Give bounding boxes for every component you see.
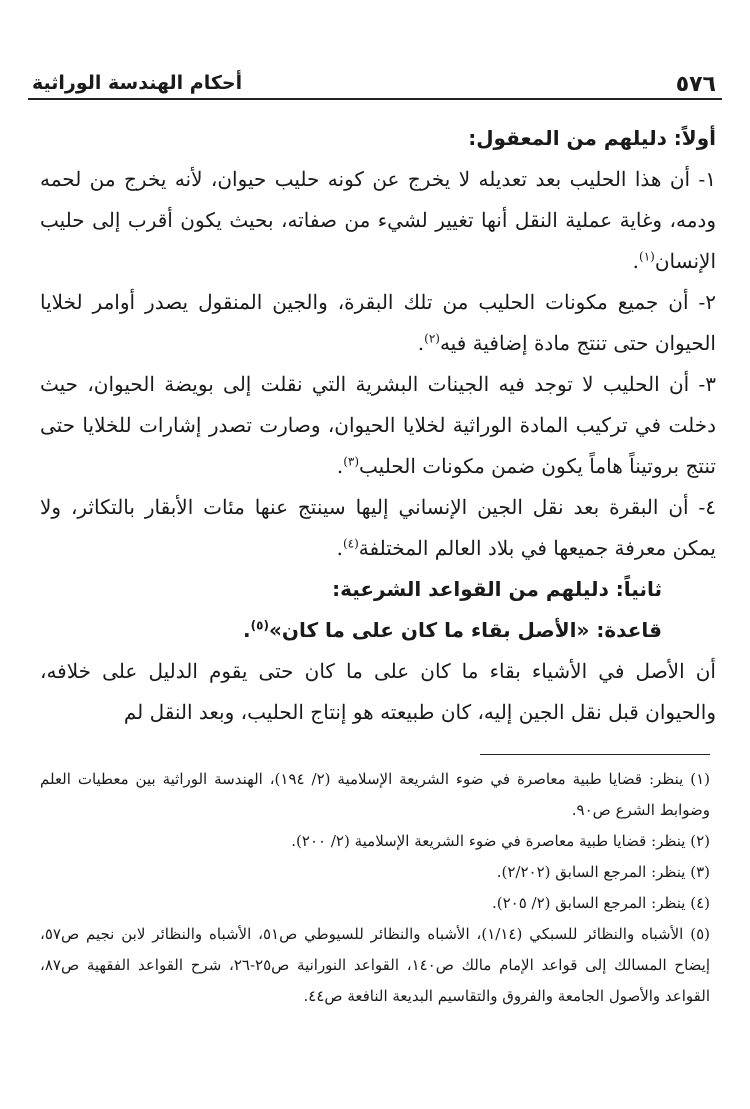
paragraph-3-end: .: [336, 454, 344, 478]
footnote-ref-2: (٢): [424, 331, 440, 346]
footnote-4: (٤) ينظر: المرجع السابق (٢/ ٢٠٥).: [491, 894, 710, 912]
paragraph-4: [40, 487, 716, 569]
paragraph-3: [40, 364, 716, 487]
paragraph-2-end: .: [417, 331, 425, 355]
paragraph-3-text: ٣- أن الحليب لا توجد فيه الجينات البشرية التي نقلت إلى بويضة الحيوان، حيث دخلت في تركيب المادة الوراثية لخلايا الحيوان، وصارت تصدر إشارات للخلايا حتى تنتج بروتيناً هاماً يكون ضمن مكونات الحليب: [40, 372, 716, 478]
main-text: [40, 118, 716, 733]
footnote-5: (٥) الأشباه والنظائر للسبكي (١/١٤)، الأشباه والنظائر للسيوطي ص٥١، الأشباه والنظائر لابن نجيم ص٥٧، إيضاح المسالك إلى قواعد الإمام مالك ص١٤٠، القواعد النورانية ص٢٥-٢٦، شرح القواعد الفقهية ص٨٧، القواعد والأصول الجامعة والفروق والتقاسيم البديعة النافعة ص٤٤.: [40, 925, 710, 1005]
section-heading-reason: أولاً: دليلهم من المعقول:: [468, 126, 716, 150]
footnote-1: (١) ينظر: قضايا طبية معاصرة في ضوء الشريعة الإسلامية (٢/ ١٩٤)، الهندسة الوراثية بين معطيات العلم وضوابط الشرع ص٩٠.: [40, 770, 710, 819]
page-header: [28, 58, 722, 100]
footnotes: [40, 764, 710, 1012]
page-number: ٥٧٦: [675, 72, 716, 97]
footnote-2: (٢) ينظر: قضايا طبية معاصرة في ضوء الشريعة الإسلامية (٢/ ٢٠٠).: [291, 832, 710, 850]
running-title: أحكام الهندسة الوراثية: [32, 72, 243, 94]
footnote-3: (٣) ينظر: المرجع السابق (٢/٢٠٢).: [496, 863, 710, 881]
rule-statement-end: .: [243, 618, 251, 642]
footnote-separator: [480, 754, 710, 755]
paragraph-4-end: .: [336, 536, 343, 560]
paragraph-1-text: ١- أن هذا الحليب بعد تعديله لا يخرج عن كونه حليب حيوان، لأنه يخرج من لحمه ودمه، وغاية عملية النقل أنها تغيير لشيء من صفاته، بحيث يكون أقرب إلى حليب الإنسان: [40, 167, 716, 273]
footnote-ref-3: (٣): [343, 454, 360, 469]
rule-statement: [40, 610, 716, 651]
section-heading-rules: ثانياً: دليلهم من القواعد الشرعية:: [332, 577, 662, 601]
paragraph-4-text: ٤- أن البقرة بعد نقل الجين الإنساني إليها سينتج عنها مئات الأبقار بالتكاثر، ولا يمكن معرفة جميعها في بلاد العالم المختلفة: [40, 495, 716, 560]
paragraph-1: [40, 159, 716, 282]
paragraph-2: [40, 282, 716, 364]
footnote-ref-1: (١): [639, 249, 655, 264]
paragraph-1-end: .: [632, 249, 640, 273]
paragraph-2-text: ٢- أن جميع مكونات الحليب من تلك البقرة، والجين المنقول يصدر أوامر لخلايا الحيوان حتى تنتج مادة إضافية فيه: [40, 290, 716, 355]
footnote-ref-5: (٥): [250, 618, 269, 633]
rule-statement-text: قاعدة: «الأصل بقاء ما كان على ما كان»: [268, 618, 662, 642]
footnote-ref-4: (٤): [342, 536, 359, 551]
paragraph-5: أن الأصل في الأشياء بقاء ما كان على ما كان حتى يقوم الدليل على خلافه، والحيوان قبل نقل الجين إليه، كان طبيعته هو إنتاج الحليب، وبعد النقل لم: [40, 659, 716, 724]
